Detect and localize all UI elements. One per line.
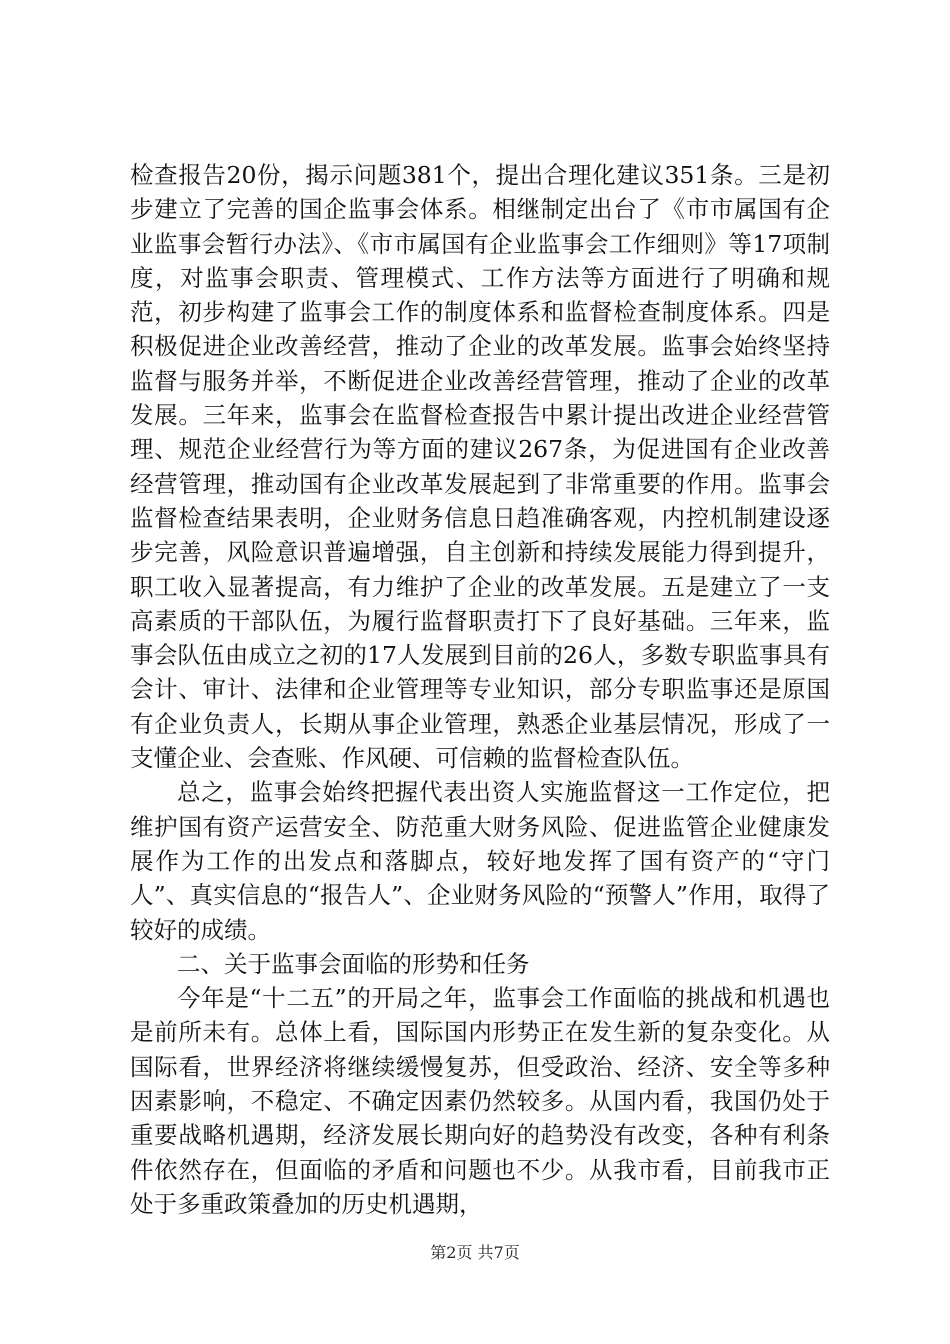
section-heading: 二、关于监事会面临的形势和任务 (177, 949, 530, 978)
document-body (130, 158, 830, 1221)
paragraph-1: 检查报告20份，揭示问题381个，提出合理化建议351条。三是初步建立了完善的国企监事会体系。相继制定出台了《市市属国有企业监事会暂行办法》、《市市属国有企业监事会工作细则》等17项制度，对监事会职责、管理模式、工作方法等方面进行了明确和规范，初步构建了监事会工作的制度体系和监督检查制度体系。四是积极促进企业改善经营，推动了企业的改革发展。监事会始终坚持监督与服务并举，不断促进企业改善经营管理，推动了企业的改革发展。三年来，监事会在监督检查报告中累计提出改进企业经营管理、规范企业经营行为等方面的建议267条，为促进国有企业改善经营管理，推动国有企业改革发展起到了非常重要的作用。监事会监督检查结果表明，企业财务信息日趋准确客观，内控机制建设逐步完善，风险意识普遍增强，自主创新和持续发展能力得到提升，职工收入显著提高，有力维护了企业的改革发展。五是建立了一支高素质的干部队伍，为履行监督职责打下了良好基础。三年来，监事会队伍由成立之初的17人发展到目前的26人，多数专职监事具有会计、审计、法律和企业管理等专业知识，部分专职监事还是原国有企业负责人，长期从事企业管理，熟悉企业基层情况，形成了一支懂企业、会查账、作风硬、可信赖的监督检查队伍。 (130, 161, 830, 773)
paragraph-3: 今年是“十二五”的开局之年，监事会工作面临的挑战和机遇也是前所未有。总体上看，国际国内形势正在发生新的复杂变化。从国际看，世界经济将继续缓慢复苏，但受政治、经济、安全等多种因素影响，不稳定、不确定因素仍然较多。从国内看，我国仍处于重要战略机遇期，经济发展长期向好的趋势没有改变，各种有利条件依然存在，但面临的矛盾和问题也不少。从我市看，目前我市正处于多重政策叠加的历史机遇期， (130, 984, 830, 1218)
paragraph-2: 总之，监事会始终把握代表出资人实施监督这一工作定位，把维护国有资产运营安全、防范重大财务风险、促进监管企业健康发展作为工作的出发点和落脚点，较好地发挥了国有资产的“守门人”、真实信息的“报告人”、企业财务风险的“预警人”作用，取得了较好的成绩。 (130, 778, 830, 944)
page-footer: 第2页 共7页 (430, 1243, 520, 1262)
